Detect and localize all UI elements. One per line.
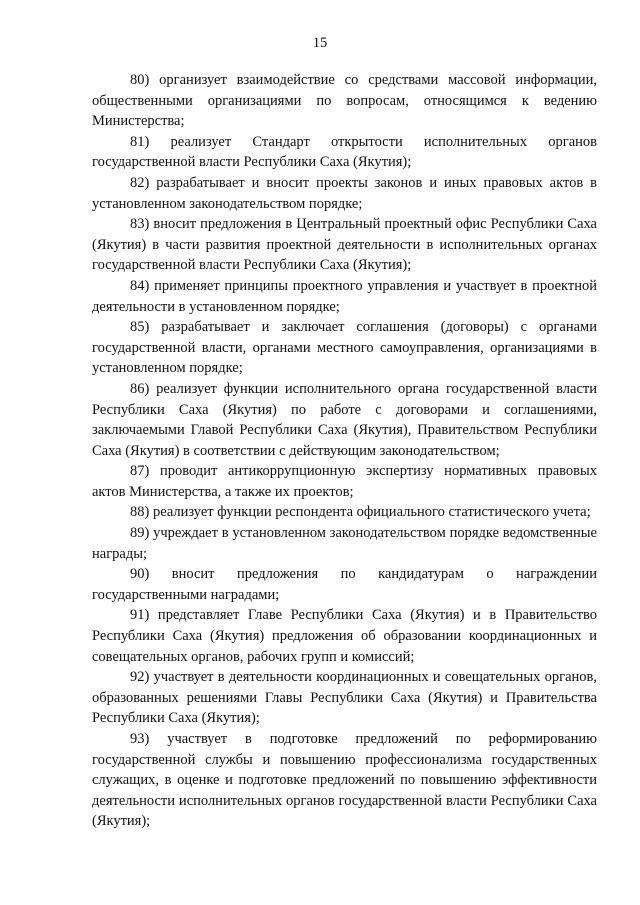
- list-item-81: 81) реализует Стандарт открытости исполнительных органов государственной власти Республики Саха (Якутия);: [92, 133, 597, 171]
- list-item-86: 86) реализует функции исполнительного органа государственной власти Республики Саха (Якутия) по работе с договорами и соглашениями, заключаемыми Главой Республики Саха (Якутия), Правительством Республики Саха (Якутия) в соответствии с действующим законодательством;: [92, 380, 597, 459]
- list-item-89: 89) учреждает в установленном законодательством порядке ведомственные награды;: [92, 525, 597, 562]
- list-item-90: 90) вносит предложения по кандидатурам о награждении государственными наградами;: [92, 566, 597, 603]
- list-item-85: 85) разрабатывает и заключает соглашения (договоры) с органами государственной власти, органами местного самоуправления, организациями в установленном порядке;: [92, 319, 597, 377]
- list-item-91: 91) представляет Главе Республики Саха (Якутия) и в Правительство Республики Саха (Якутия) предложения об образовании координационных и совещательных органов, рабочих групп и комиссий;: [92, 607, 597, 665]
- list-item-83: 83) вносит предложения в Центральный проектный офис Республики Саха (Якутия) в части развития проектной деятельности в исполнительных органах государственной власти Республики Саха (Якутия);: [92, 216, 597, 274]
- list-item-84: 84) применяет принципы проектного управления и участвует в проектной деятельности в установленном порядке;: [92, 277, 597, 315]
- list-item-82: 82) разрабатывает и вносит проекты законов и иных правовых актов в установленном законодательством порядке;: [92, 174, 597, 212]
- list-item-80: 80) организует взаимодействие со средствами массовой информации, общественными организациями по вопросам, относящимся к ведению Министерства;: [92, 72, 597, 130]
- list-item-88: 88) реализует функции респондента официального статистического учета;: [130, 504, 591, 521]
- list-item-92: 92) участвует в деятельности координационных и совещательных органов, образованных решениями Главы Республики Саха (Якутия) и Правительства Республики Саха (Якутия);: [92, 669, 597, 727]
- list-item-87: 87) проводит антикоррупционную экспертизу нормативных правовых актов Министерства, а также их проектов;: [92, 463, 597, 500]
- document-body: [92, 70, 597, 832]
- page-number: 15: [312, 35, 328, 51]
- list-item-93: 93) участвует в подготовке предложений по реформированию государственной службы и повышению профессионализма государственных служащих, в оценке и подготовке предложений по повышению эффективности деятельности исполнительных органов государственной власти Республики Саха (Якутия);: [92, 731, 597, 830]
